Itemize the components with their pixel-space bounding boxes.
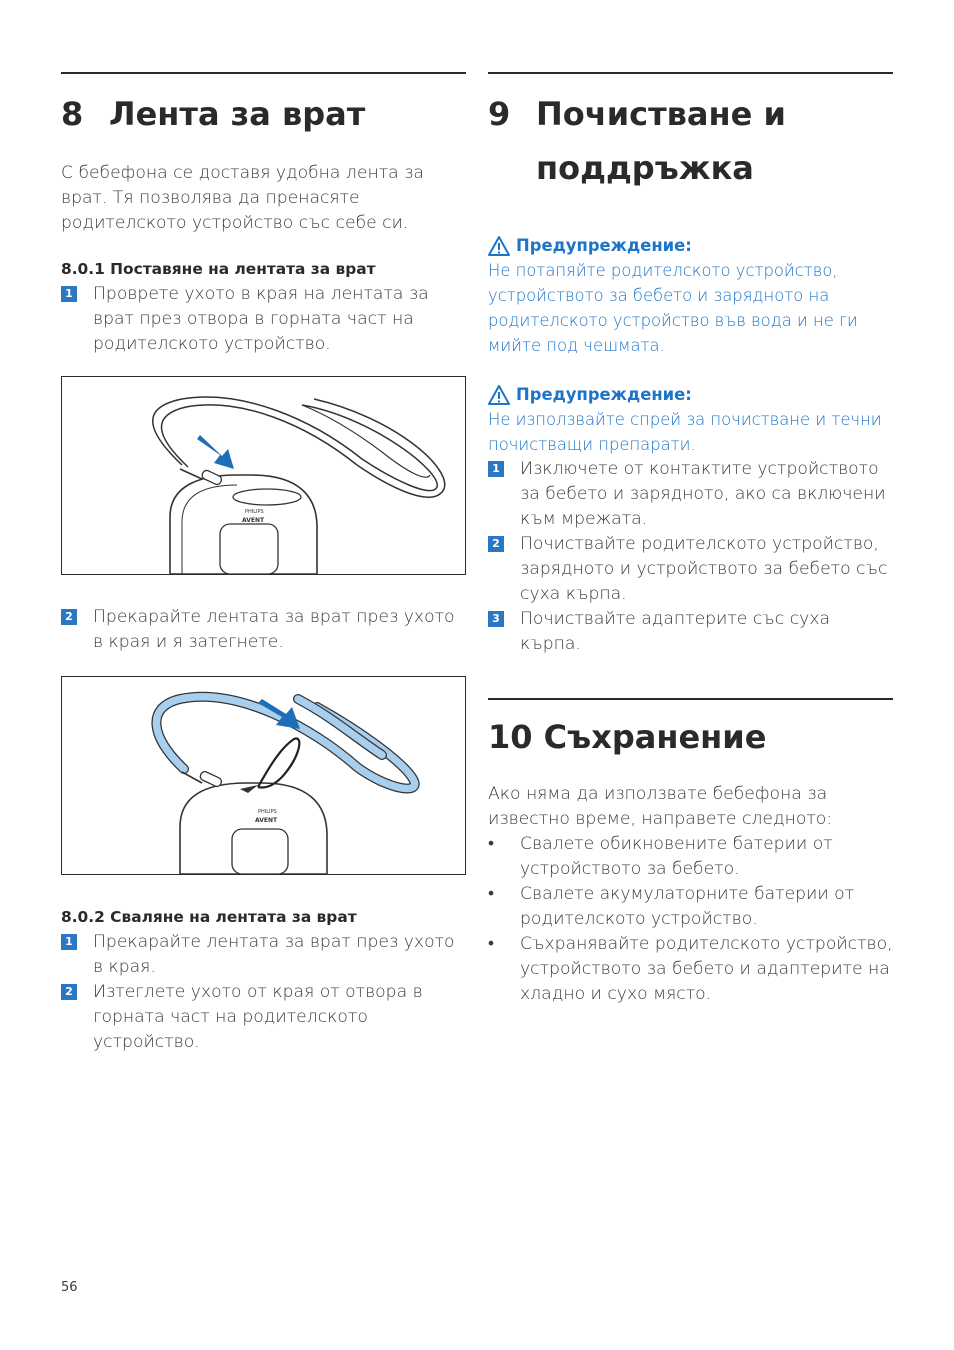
figure-tighten-strap — [61, 676, 466, 875]
section-9-title — [488, 87, 893, 195]
section-8-title — [61, 87, 466, 141]
brand-text: PHILIPS — [258, 809, 277, 815]
right-column — [488, 72, 893, 1007]
model-text: AVENT — [255, 817, 278, 824]
section-number: 8 — [61, 95, 84, 133]
model-text: AVENT — [242, 517, 265, 524]
step-text: Прекарайте лентата за врат през ухото в края и я затегнете. — [93, 607, 455, 652]
subsection-heading: 8.0.1 Поставяне на лентата за врат — [61, 260, 376, 278]
section-title: Лента за врат — [109, 95, 366, 133]
bullet-marker: • — [488, 834, 495, 854]
step-number-badge: 2 — [61, 984, 77, 1000]
section-10-intro: Ако няма да използвате бебефона за известно време, направете следното: — [488, 784, 833, 829]
warning-heading — [488, 382, 893, 407]
step-item — [61, 605, 466, 655]
list-item-text: Съхранявайте родителското устройство, устройството за бебето и адаптерите на хладно и сухо място. — [520, 934, 893, 1004]
step-number-badge: 2 — [488, 536, 504, 552]
section-title-line: Почистване и — [536, 95, 786, 133]
section-10-title — [488, 710, 893, 764]
step-text: Изтеглете ухото от края от отвора в горната част на родителското устройство. — [93, 982, 423, 1052]
list-item-text: Свалете акумулаторните батерии от родителското устройство. — [520, 884, 855, 929]
section-number: 9 — [488, 95, 511, 133]
step-item — [488, 457, 893, 532]
section-rule — [488, 698, 893, 700]
subsection-heading: 8.0.2 Сваляне на лентата за врат — [61, 908, 357, 926]
step-number-badge: 1 — [61, 286, 77, 302]
list-item — [488, 832, 893, 882]
list-item — [488, 932, 893, 1007]
step-text: Изключете от контактите устройството за бебето и зарядното, ако са включени към мрежата. — [520, 459, 886, 529]
step-item — [488, 607, 893, 657]
step-item — [488, 532, 893, 607]
page-number: 56 — [61, 1280, 78, 1295]
step-number-badge: 3 — [488, 611, 504, 627]
warning-label: Предупреждение: — [516, 385, 692, 404]
strap-illustration — [62, 377, 465, 574]
figure-attach-strap — [61, 376, 466, 575]
left-column — [61, 72, 466, 1055]
step-item — [61, 282, 466, 357]
brand-text: PHILIPS — [245, 509, 264, 515]
warning-heading — [488, 233, 893, 258]
step-text: Почиствайте адаптерите със суха кърпа. — [520, 609, 831, 654]
section-title-line: поддръжка — [536, 149, 754, 187]
section-8-intro: С бебефона се доставя удобна лента за врат. Тя позволява да пренасяте родителското устройство със себе си. — [61, 163, 424, 233]
step-number-badge: 2 — [61, 609, 77, 625]
warning-text: Не потапяйте родителското устройство, устройството за бебето и зарядното на родителското устройство във вода и не ги мийте под чешмата. — [488, 261, 858, 355]
bullet-marker: • — [488, 934, 495, 954]
warning-triangle-icon — [488, 385, 510, 405]
warning-label: Предупреждение: — [516, 236, 692, 255]
list-item-text: Свалете обикновените батерии от устройството за бебето. — [520, 834, 833, 879]
warning-text: Не използвайте спрей за почистване и течни почистващи препарати. — [488, 410, 882, 454]
step-item — [61, 930, 466, 980]
step-text: Прекарайте лентата за врат през ухото в края. — [93, 932, 455, 977]
bullet-marker: • — [488, 884, 495, 904]
warning-block — [488, 233, 893, 358]
step-text: Проврете ухото в края на лентата за врат през отвора в горната част на родителското устройство. — [93, 284, 429, 354]
section-title — [536, 87, 786, 195]
section-rule — [61, 72, 466, 74]
section-title: Съхранение — [543, 718, 767, 756]
list-item — [488, 882, 893, 932]
step-text: Почиствайте родителското устройство, зарядното и устройството за бебето със суха кърпа. — [520, 534, 888, 604]
step-item — [61, 980, 466, 1055]
section-number: 10 — [488, 718, 533, 756]
section-rule — [488, 72, 893, 74]
warning-block — [488, 382, 893, 457]
step-number-badge: 1 — [488, 461, 504, 477]
step-number-badge: 1 — [61, 934, 77, 950]
strap-illustration — [62, 677, 465, 874]
warning-triangle-icon — [488, 236, 510, 256]
